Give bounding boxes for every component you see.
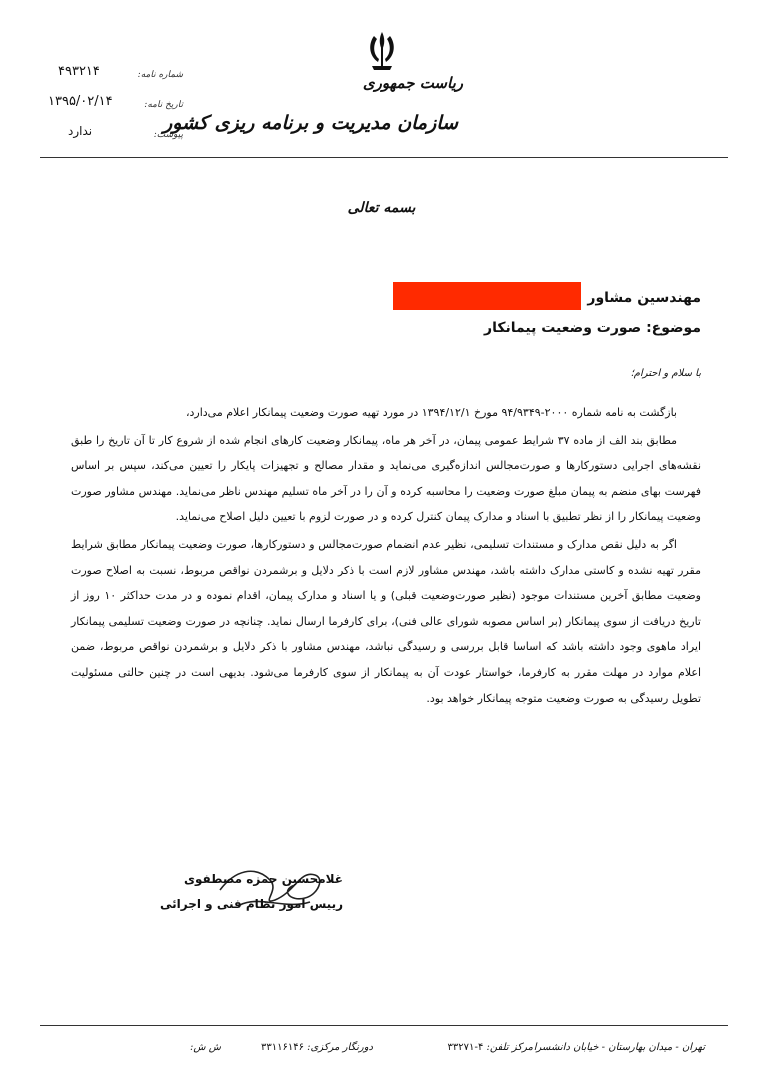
footer-fax [261, 1042, 373, 1053]
footer-address: تهران - میدان بهارستان - خیابان دانشسرا [533, 1042, 705, 1053]
paragraph-3: اگر به دلیل نقص مدارک و مستندات تسلیمی، نظیر عدم انضمام صورت‌مجالس و دستورکارها، صورت وضعیت پیمانکار مطابق شرایط مقرر تهیه نشده و کاستی مدارک داشته باشد، مهندس مشاور لازم است با ذکر دلایل و برشمردن نواقص مربوط، نسبت به اصلاح صورت وضعیت مطابق آخرین مستندات موجود (نظیر صورت‌وضعیت قبلی) و یا اسناد و مدارک پیمان، اقدام نموده و در مدت حداکثر ۱۰ روز از تاریخ دریافت از سوی پیمانکار (بر اساس مصوبه شورای عالی فنی)، برای کارفرما ارسال نماید. چنانچه در صورت وضعیت تسلیمی پیمانکار ایراد ماهوی وجود داشته باشد که اساسا قابل بررسی و رسیدگی نباشد، مهندس مشاور با ذکر دلایل و برشمردن نواقص مربوط، ضمن اعلام موارد در مهلت مقرر به کارفرما، خواستار عودت آن به پیمانکار از سوی کارفرما می‌شود. بدیهی است در چنین حالتی مسئولیت تطویل رسیدگی به صورت وضعیت متوجه پیمانکار خواهد بود. [71, 537, 701, 705]
signatory-name: غلامحسین حمزه مصطفوی [184, 872, 343, 886]
letter-number-value: ۴۹۳۲۱۴ [58, 64, 100, 79]
attachment-label: پیوست: [153, 130, 183, 140]
paragraph-2: مطابق بند الف از ماده ۳۷ شرایط عمومی پیمان، در آخر هر ماه، پیمانکار وضعیت کارهای انجام شده از شروع کار تا آن تاریخ را طبق نقشه‌های اجرایی دستورکارها و صورت‌مجالس اندازه‌گیری می‌نماید و مقدار مصالح و تجهیزات پایکار را تعیین می‌کند، سپس بر اساس فهرست بهای منضم به پیمان مبلغ صورت وضعیت را محاسبه کرده و آن را در آخر ماه تسلیم مهندس ناظر می‌نماید. مهندس مشاور صورت وضعیت پیمانکار را از نظر تطبیق با اسناد و مدارک پیمان کنترل کرده و در صورت لزوم با تعیین دلیل اصلاح می‌نماید. [71, 433, 701, 524]
footer-phone-value: ۴-۳۳۲۷۱ [447, 1042, 484, 1053]
subject-line: موضوع: صورت وضعیت پیمانکار [484, 320, 701, 336]
footer-fax-value: ۳۳۱۱۶۱۴۶ [261, 1042, 304, 1053]
header-divider [40, 157, 728, 158]
letter-number-label: شماره نامه: [137, 70, 183, 80]
footer-divider [40, 1025, 728, 1026]
redaction-block [393, 282, 581, 310]
org-line-2: سازمان مدیریت و برنامه ریزی کشور [163, 112, 458, 134]
footer-phone-label: مرکز تلفن: [486, 1042, 533, 1053]
org-line-1: ریاست جمهوری [362, 74, 463, 92]
bismillah: بسمه تعالی [347, 200, 416, 216]
footer-fax-label: دورنگار مرکزی: [307, 1042, 373, 1053]
letter-body [71, 400, 701, 711]
letter-date-label: تاریخ نامه: [144, 100, 183, 110]
signatory-title: رییس امور نظام فنی و اجرائی [160, 897, 343, 911]
attachment-value: ندارد [68, 124, 93, 138]
footer-code: ش ش: [190, 1042, 221, 1053]
paragraph-1: بازگشت به نامه شماره ۲۰۰۰-۹۴/۹۳۴۹ مورخ ۱۳۹۴/۱۲/۱ در مورد تهیه صورت وضعیت پیمانکار اعلام می‌دارد، [185, 406, 677, 419]
greeting: با سلام و احترام؛ [630, 368, 701, 379]
recipient: مهندسین مشاور [587, 290, 701, 306]
iran-emblem-icon [362, 28, 402, 72]
letter-date-value: ۱۳۹۵/۰۲/۱۴ [48, 94, 113, 109]
footer-phone [448, 1042, 534, 1053]
